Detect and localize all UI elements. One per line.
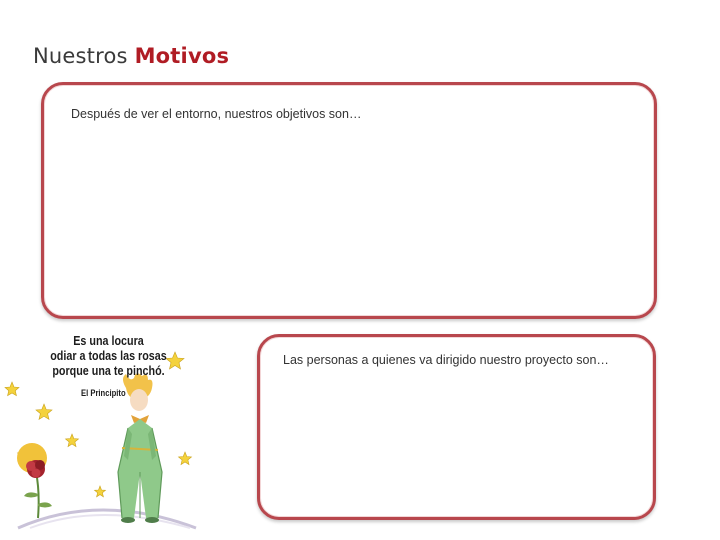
audience-box[interactable] bbox=[257, 334, 656, 520]
audience-prompt: Las personas a quienes va dirigido nuestro proyecto son… bbox=[283, 353, 609, 367]
objectives-prompt: Después de ver el entorno, nuestros objetivos son… bbox=[71, 107, 362, 121]
objectives-box[interactable] bbox=[41, 82, 657, 319]
rose-icon bbox=[17, 443, 52, 518]
planet-icon bbox=[18, 510, 196, 528]
quote-author: El Principito bbox=[81, 388, 126, 398]
quote-line: porque una te pinchó. bbox=[52, 364, 165, 378]
quote-text bbox=[44, 334, 173, 379]
page-title bbox=[33, 44, 229, 68]
quote-line: Es una locura bbox=[73, 334, 144, 348]
quote-line: odiar a todas las rosas bbox=[50, 349, 167, 363]
title-accent: Motivos bbox=[134, 44, 230, 68]
title-normal: Nuestros bbox=[33, 44, 128, 68]
